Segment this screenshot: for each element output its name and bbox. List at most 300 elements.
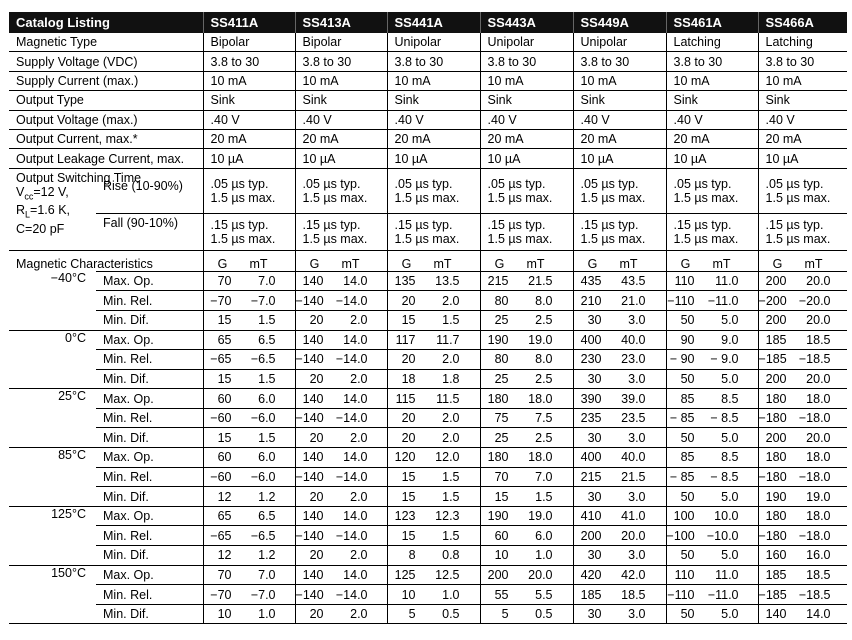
magnetic-param-label: Min. Dif. bbox=[96, 369, 203, 389]
fall-typ: .15 µs typ. bbox=[302, 217, 361, 232]
magnetic-value bbox=[203, 604, 295, 624]
magnetic-value bbox=[573, 428, 666, 448]
magnetic-value bbox=[295, 369, 387, 389]
rise-value bbox=[666, 168, 758, 213]
unit-header bbox=[666, 250, 758, 271]
value-gauss: 30 bbox=[587, 372, 602, 386]
value-millitesla: −14.0 bbox=[335, 352, 368, 367]
spec-value: Unipolar bbox=[480, 33, 573, 52]
value-gauss: 25 bbox=[494, 372, 509, 386]
spec-value: 10 mA bbox=[387, 71, 480, 90]
switching-rise-row bbox=[9, 168, 847, 213]
spec-row bbox=[9, 91, 847, 110]
value-gauss: 15 bbox=[217, 313, 232, 328]
value-millitesla: 8.5 bbox=[721, 450, 739, 465]
magnetic-value bbox=[666, 546, 758, 566]
value-millitesla: 21.5 bbox=[621, 469, 646, 484]
unit-gauss: G bbox=[401, 256, 412, 271]
spec-value: 3.8 to 30 bbox=[573, 52, 666, 71]
value-millitesla: 1.5 bbox=[442, 489, 460, 504]
value-millitesla: 14.0 bbox=[343, 567, 368, 582]
value-gauss: 140 bbox=[765, 607, 787, 622]
magnetic-value bbox=[295, 604, 387, 624]
magnetic-value bbox=[480, 585, 573, 605]
value-gauss: 20 bbox=[401, 411, 416, 426]
value-gauss: 25 bbox=[494, 313, 509, 328]
spec-label: Supply Voltage (VDC) bbox=[9, 52, 203, 71]
value-millitesla: 7.0 bbox=[258, 274, 276, 289]
value-gauss: 110 bbox=[674, 567, 695, 582]
spec-value: Bipolar bbox=[295, 33, 387, 52]
value-gauss: 30 bbox=[587, 607, 602, 622]
magnetic-value bbox=[666, 408, 758, 428]
cond-capacitance: C=20 pF bbox=[16, 221, 65, 236]
catalog-table bbox=[9, 12, 847, 624]
value-gauss: 18 bbox=[401, 372, 416, 386]
value-millitesla: 1.5 bbox=[442, 313, 460, 328]
value-millitesla: 8.0 bbox=[535, 352, 553, 367]
spec-value: 3.8 to 30 bbox=[480, 52, 573, 71]
value-gauss: 15 bbox=[401, 528, 416, 543]
value-millitesla: 5.0 bbox=[721, 372, 739, 386]
fall-typ: .15 µs typ. bbox=[210, 217, 269, 232]
magnetic-value bbox=[573, 271, 666, 291]
spec-value: 10 µA bbox=[295, 149, 387, 168]
magnetic-value bbox=[758, 310, 847, 330]
magnetic-param-label: Min. Rel. bbox=[96, 467, 203, 487]
magnetic-row bbox=[9, 350, 847, 370]
magnetic-value bbox=[387, 585, 480, 605]
value-gauss: 30 bbox=[587, 430, 602, 445]
magnetic-value bbox=[666, 467, 758, 487]
value-millitesla: 6.5 bbox=[258, 509, 276, 524]
value-millitesla: 18.0 bbox=[806, 450, 831, 465]
value-gauss: 180 bbox=[765, 391, 787, 406]
value-gauss: −140 bbox=[295, 411, 324, 426]
fall-value-text bbox=[211, 218, 295, 246]
magnetic-value bbox=[758, 389, 847, 409]
fall-value bbox=[758, 213, 847, 250]
spec-value: Unipolar bbox=[573, 33, 666, 52]
value-gauss: 215 bbox=[580, 469, 602, 484]
rise-typ: .05 µs typ. bbox=[580, 176, 639, 191]
magnetic-row bbox=[9, 448, 847, 468]
value-millitesla: 1.8 bbox=[442, 372, 460, 386]
unit-millitesla: mT bbox=[526, 256, 545, 271]
magnetic-value bbox=[573, 585, 666, 605]
magnetic-row bbox=[9, 487, 847, 507]
spec-label: Output Current, max.* bbox=[9, 129, 203, 148]
value-gauss: 70 bbox=[217, 274, 232, 289]
magnetic-value bbox=[758, 604, 847, 624]
value-millitesla: 19.0 bbox=[528, 332, 553, 347]
value-millitesla: 18.5 bbox=[621, 587, 646, 602]
value-millitesla: 21.5 bbox=[528, 274, 553, 289]
value-gauss: 25 bbox=[494, 430, 509, 445]
value-millitesla: 5.0 bbox=[721, 489, 739, 504]
value-millitesla: 1.0 bbox=[258, 607, 276, 622]
magnetic-value bbox=[203, 506, 295, 526]
value-millitesla: 12.0 bbox=[435, 450, 460, 465]
value-gauss: 140 bbox=[302, 391, 324, 406]
value-millitesla: 23.5 bbox=[621, 411, 646, 426]
value-millitesla: 14.0 bbox=[343, 391, 368, 406]
rise-max: 1.5 µs max. bbox=[302, 190, 368, 205]
magnetic-value bbox=[573, 604, 666, 624]
rise-value-text bbox=[581, 177, 666, 205]
catalog-table-container bbox=[9, 12, 847, 624]
magnetic-value bbox=[387, 330, 480, 350]
magnetic-value bbox=[573, 565, 666, 585]
magnetic-value bbox=[295, 448, 387, 468]
magnetic-value bbox=[480, 546, 573, 566]
value-millitesla: 5.0 bbox=[721, 548, 739, 563]
rise-value bbox=[480, 168, 573, 213]
value-millitesla: 42.0 bbox=[621, 567, 646, 582]
cond-r-rest: =1.6 K, bbox=[30, 203, 71, 218]
magnetic-row bbox=[9, 271, 847, 291]
magnetic-value bbox=[480, 428, 573, 448]
rise-typ: .05 µs typ. bbox=[765, 176, 824, 191]
value-gauss: 200 bbox=[765, 430, 787, 445]
value-gauss: 85 bbox=[680, 450, 695, 465]
value-millitesla: 3.0 bbox=[628, 548, 646, 563]
magnetic-value bbox=[387, 526, 480, 546]
value-millitesla: − 8.5 bbox=[710, 411, 739, 426]
rise-max: 1.5 µs max. bbox=[580, 190, 646, 205]
value-gauss: −180 bbox=[758, 469, 787, 484]
rise-max: 1.5 µs max. bbox=[487, 190, 553, 205]
spec-value: 10 µA bbox=[666, 149, 758, 168]
magnetic-value bbox=[480, 487, 573, 507]
magnetic-param-label: Min. Rel. bbox=[96, 526, 203, 546]
value-gauss: 115 bbox=[395, 391, 416, 406]
header-row bbox=[9, 12, 847, 33]
magnetic-value bbox=[573, 506, 666, 526]
value-gauss: 140 bbox=[302, 450, 324, 465]
value-millitesla: 1.5 bbox=[442, 528, 460, 543]
spec-row bbox=[9, 52, 847, 71]
fall-value bbox=[203, 213, 295, 250]
value-gauss: 420 bbox=[580, 567, 602, 582]
catalog-table-body bbox=[9, 12, 847, 624]
value-millitesla: 23.0 bbox=[621, 352, 646, 367]
value-gauss: 85 bbox=[680, 391, 695, 406]
magnetic-value bbox=[666, 350, 758, 370]
value-gauss: 190 bbox=[487, 509, 509, 524]
value-gauss: 5 bbox=[408, 607, 416, 622]
value-millitesla: 2.0 bbox=[350, 430, 368, 445]
spec-value: 3.8 to 30 bbox=[203, 52, 295, 71]
value-gauss: 20 bbox=[309, 430, 324, 445]
value-millitesla: 20.0 bbox=[621, 528, 646, 543]
value-millitesla: −7.0 bbox=[250, 587, 276, 602]
fall-max: 1.5 µs max. bbox=[394, 231, 460, 246]
magnetic-value bbox=[295, 310, 387, 330]
model-header: SS443A bbox=[480, 12, 573, 33]
cond-resistance bbox=[16, 203, 96, 222]
value-gauss: 20 bbox=[309, 372, 324, 386]
value-gauss: −140 bbox=[295, 469, 324, 484]
value-gauss: 75 bbox=[494, 411, 509, 426]
magnetic-value bbox=[387, 350, 480, 370]
magnetic-row bbox=[9, 526, 847, 546]
spec-value: Sink bbox=[758, 91, 847, 110]
value-gauss: 20 bbox=[309, 489, 324, 504]
value-gauss: 160 bbox=[765, 548, 787, 563]
magnetic-param-label: Min. Rel. bbox=[96, 291, 203, 311]
value-gauss: 65 bbox=[217, 509, 232, 524]
value-millitesla: 12.5 bbox=[435, 567, 460, 582]
spec-value: 20 mA bbox=[758, 129, 847, 148]
fall-typ: .15 µs typ. bbox=[580, 217, 639, 232]
rise-value-text bbox=[211, 177, 295, 205]
value-millitesla: −18.0 bbox=[798, 469, 831, 484]
value-millitesla: −18.5 bbox=[798, 587, 831, 602]
value-gauss: 140 bbox=[302, 567, 324, 582]
magnetic-value bbox=[666, 526, 758, 546]
model-header: SS461A bbox=[666, 12, 758, 33]
value-gauss: 15 bbox=[401, 313, 416, 328]
magnetic-value bbox=[758, 350, 847, 370]
magnetic-value bbox=[480, 565, 573, 585]
unit-header bbox=[203, 250, 295, 271]
value-millitesla: 2.0 bbox=[350, 372, 368, 386]
magnetic-value bbox=[480, 369, 573, 389]
value-millitesla: 20.0 bbox=[806, 430, 831, 445]
fall-max: 1.5 µs max. bbox=[580, 231, 646, 246]
value-millitesla: 1.2 bbox=[258, 489, 276, 504]
value-gauss: −100 bbox=[666, 528, 695, 543]
value-millitesla: −18.5 bbox=[798, 352, 831, 367]
magnetic-value bbox=[387, 291, 480, 311]
value-millitesla: 19.0 bbox=[528, 509, 553, 524]
value-gauss: 215 bbox=[487, 274, 509, 289]
spec-value: Sink bbox=[480, 91, 573, 110]
value-millitesla: 7.0 bbox=[258, 567, 276, 582]
magnetic-value bbox=[758, 448, 847, 468]
value-millitesla: − 8.5 bbox=[710, 469, 739, 484]
spec-value: 10 µA bbox=[758, 149, 847, 168]
value-millitesla: −14.0 bbox=[335, 411, 368, 426]
value-gauss: 5 bbox=[501, 607, 509, 622]
fall-value bbox=[295, 213, 387, 250]
value-millitesla: 8.5 bbox=[721, 391, 739, 406]
fall-value bbox=[480, 213, 573, 250]
magnetic-row bbox=[9, 506, 847, 526]
value-millitesla: 2.0 bbox=[350, 607, 368, 622]
value-millitesla: 0.5 bbox=[535, 607, 553, 622]
value-gauss: 80 bbox=[494, 352, 509, 367]
value-millitesla: 40.0 bbox=[621, 332, 646, 347]
value-gauss: −60 bbox=[210, 469, 232, 484]
value-gauss: 30 bbox=[587, 548, 602, 563]
fall-value-text bbox=[395, 218, 480, 246]
magnetic-value bbox=[480, 350, 573, 370]
value-gauss: 200 bbox=[765, 274, 787, 289]
value-gauss: −180 bbox=[758, 528, 787, 543]
value-gauss: −70 bbox=[210, 293, 232, 308]
rise-typ: .05 µs typ. bbox=[673, 176, 732, 191]
magnetic-param-label: Min. Rel. bbox=[96, 585, 203, 605]
rise-value-text bbox=[395, 177, 480, 205]
spec-label: Supply Current (max.) bbox=[9, 71, 203, 90]
fall-value-text bbox=[488, 218, 573, 246]
magnetic-value bbox=[387, 604, 480, 624]
value-millitesla: 16.0 bbox=[806, 548, 831, 563]
magnetic-row bbox=[9, 408, 847, 428]
value-millitesla: 20.0 bbox=[528, 567, 553, 582]
unit-millitesla: mT bbox=[433, 256, 452, 271]
unit-header bbox=[387, 250, 480, 271]
value-gauss: 180 bbox=[765, 509, 787, 524]
spec-value: Sink bbox=[573, 91, 666, 110]
magnetic-value bbox=[203, 585, 295, 605]
value-millitesla: 20.0 bbox=[806, 313, 831, 328]
unit-gauss: G bbox=[494, 256, 505, 271]
value-millitesla: 7.0 bbox=[535, 469, 553, 484]
magnetic-value bbox=[758, 330, 847, 350]
magnetic-value bbox=[480, 604, 573, 624]
magnetic-param-label: Min. Dif. bbox=[96, 604, 203, 624]
value-millitesla: 6.0 bbox=[258, 391, 276, 406]
fall-value bbox=[573, 213, 666, 250]
value-millitesla: −10.0 bbox=[706, 528, 739, 543]
spec-value: Latching bbox=[666, 33, 758, 52]
value-millitesla: 20.0 bbox=[806, 372, 831, 386]
value-millitesla: 2.0 bbox=[350, 489, 368, 504]
value-gauss: 12 bbox=[217, 548, 232, 563]
spec-value: 10 µA bbox=[387, 149, 480, 168]
value-gauss: 100 bbox=[673, 509, 695, 524]
magnetic-value bbox=[203, 310, 295, 330]
magnetic-value bbox=[758, 546, 847, 566]
value-millitesla: 18.5 bbox=[806, 332, 831, 347]
magnetic-value bbox=[203, 565, 295, 585]
value-millitesla: 11.0 bbox=[715, 567, 739, 582]
value-gauss: 55 bbox=[494, 587, 509, 602]
value-millitesla: 8.0 bbox=[535, 293, 553, 308]
value-millitesla: 2.5 bbox=[535, 313, 553, 328]
value-millitesla: −14.0 bbox=[335, 293, 368, 308]
value-millitesla: −14.0 bbox=[335, 469, 368, 484]
magnetic-param-label: Min. Rel. bbox=[96, 350, 203, 370]
spec-value: Latching bbox=[758, 33, 847, 52]
magnetic-value bbox=[387, 271, 480, 291]
value-millitesla: 14.0 bbox=[343, 450, 368, 465]
cond-v: V bbox=[16, 184, 25, 199]
value-millitesla: −18.0 bbox=[798, 528, 831, 543]
magnetic-value bbox=[758, 291, 847, 311]
spec-value: Sink bbox=[203, 91, 295, 110]
value-gauss: 185 bbox=[580, 587, 602, 602]
magnetic-value bbox=[387, 369, 480, 389]
value-gauss: 110 bbox=[674, 274, 695, 289]
magnetic-param-label: Max. Op. bbox=[96, 565, 203, 585]
magnetic-value bbox=[480, 448, 573, 468]
value-millitesla: 40.0 bbox=[621, 450, 646, 465]
magnetic-value bbox=[758, 526, 847, 546]
spec-value: .40 V bbox=[203, 110, 295, 129]
value-gauss: 390 bbox=[580, 391, 602, 406]
value-gauss: 185 bbox=[765, 332, 787, 347]
spec-value: .40 V bbox=[295, 110, 387, 129]
magnetic-value bbox=[387, 389, 480, 409]
value-millitesla: −7.0 bbox=[250, 293, 276, 308]
spec-value: 3.8 to 30 bbox=[758, 52, 847, 71]
magnetic-value bbox=[666, 389, 758, 409]
value-millitesla: −14.0 bbox=[335, 587, 368, 602]
magnetic-value bbox=[666, 565, 758, 585]
value-millitesla: 2.5 bbox=[535, 372, 553, 386]
magnetic-value bbox=[387, 408, 480, 428]
value-millitesla: 14.0 bbox=[343, 509, 368, 524]
value-millitesla: 1.5 bbox=[258, 313, 276, 328]
magnetic-value bbox=[573, 369, 666, 389]
spec-label: Output Type bbox=[9, 91, 203, 110]
value-gauss: 80 bbox=[494, 293, 509, 308]
magnetic-value bbox=[387, 310, 480, 330]
magnetic-value bbox=[387, 467, 480, 487]
value-gauss: 230 bbox=[580, 352, 602, 367]
unit-millitesla: mT bbox=[712, 256, 731, 271]
rise-value bbox=[758, 168, 847, 213]
value-millitesla: 41.0 bbox=[621, 509, 646, 524]
value-gauss: −185 bbox=[758, 587, 787, 602]
value-millitesla: 1.5 bbox=[535, 489, 553, 504]
value-gauss: 60 bbox=[217, 391, 232, 406]
value-gauss: −140 bbox=[295, 587, 324, 602]
value-gauss: 50 bbox=[680, 313, 695, 328]
magnetic-value bbox=[666, 585, 758, 605]
magnetic-param-label: Min. Dif. bbox=[96, 310, 203, 330]
magnetic-value bbox=[758, 369, 847, 389]
value-gauss: −110 bbox=[667, 587, 695, 602]
value-millitesla: −6.5 bbox=[250, 352, 276, 367]
magnetic-value bbox=[666, 271, 758, 291]
value-millitesla: 3.0 bbox=[628, 489, 646, 504]
magnetic-row bbox=[9, 565, 847, 585]
magnetic-value bbox=[573, 546, 666, 566]
value-gauss: −200 bbox=[758, 293, 787, 308]
magnetic-value bbox=[573, 408, 666, 428]
value-millitesla: 2.0 bbox=[350, 313, 368, 328]
spec-label: Output Leakage Current, max. bbox=[9, 149, 203, 168]
value-millitesla: −20.0 bbox=[798, 293, 831, 308]
magnetic-param-label: Max. Op. bbox=[96, 389, 203, 409]
magnetic-value bbox=[295, 330, 387, 350]
rise-value-text bbox=[303, 177, 387, 205]
switching-title: Output Switching Time bbox=[16, 170, 142, 185]
value-millitesla: 14.0 bbox=[343, 274, 368, 289]
rise-value bbox=[387, 168, 480, 213]
unit-millitesla: mT bbox=[804, 256, 823, 271]
magnetic-param-label: Min. Dif. bbox=[96, 546, 203, 566]
value-gauss: 60 bbox=[494, 528, 509, 543]
temperature-label: 85°C bbox=[9, 448, 96, 507]
magnetic-param-label: Max. Op. bbox=[96, 448, 203, 468]
value-gauss: − 90 bbox=[669, 352, 695, 367]
magnetic-value bbox=[573, 389, 666, 409]
spec-value: 20 mA bbox=[295, 129, 387, 148]
value-gauss: 123 bbox=[394, 509, 416, 524]
rise-value-text bbox=[766, 177, 848, 205]
spec-value: Bipolar bbox=[203, 33, 295, 52]
rise-value bbox=[573, 168, 666, 213]
magnetic-value bbox=[480, 526, 573, 546]
value-millitesla: 18.0 bbox=[806, 509, 831, 524]
value-gauss: 10 bbox=[217, 607, 232, 622]
